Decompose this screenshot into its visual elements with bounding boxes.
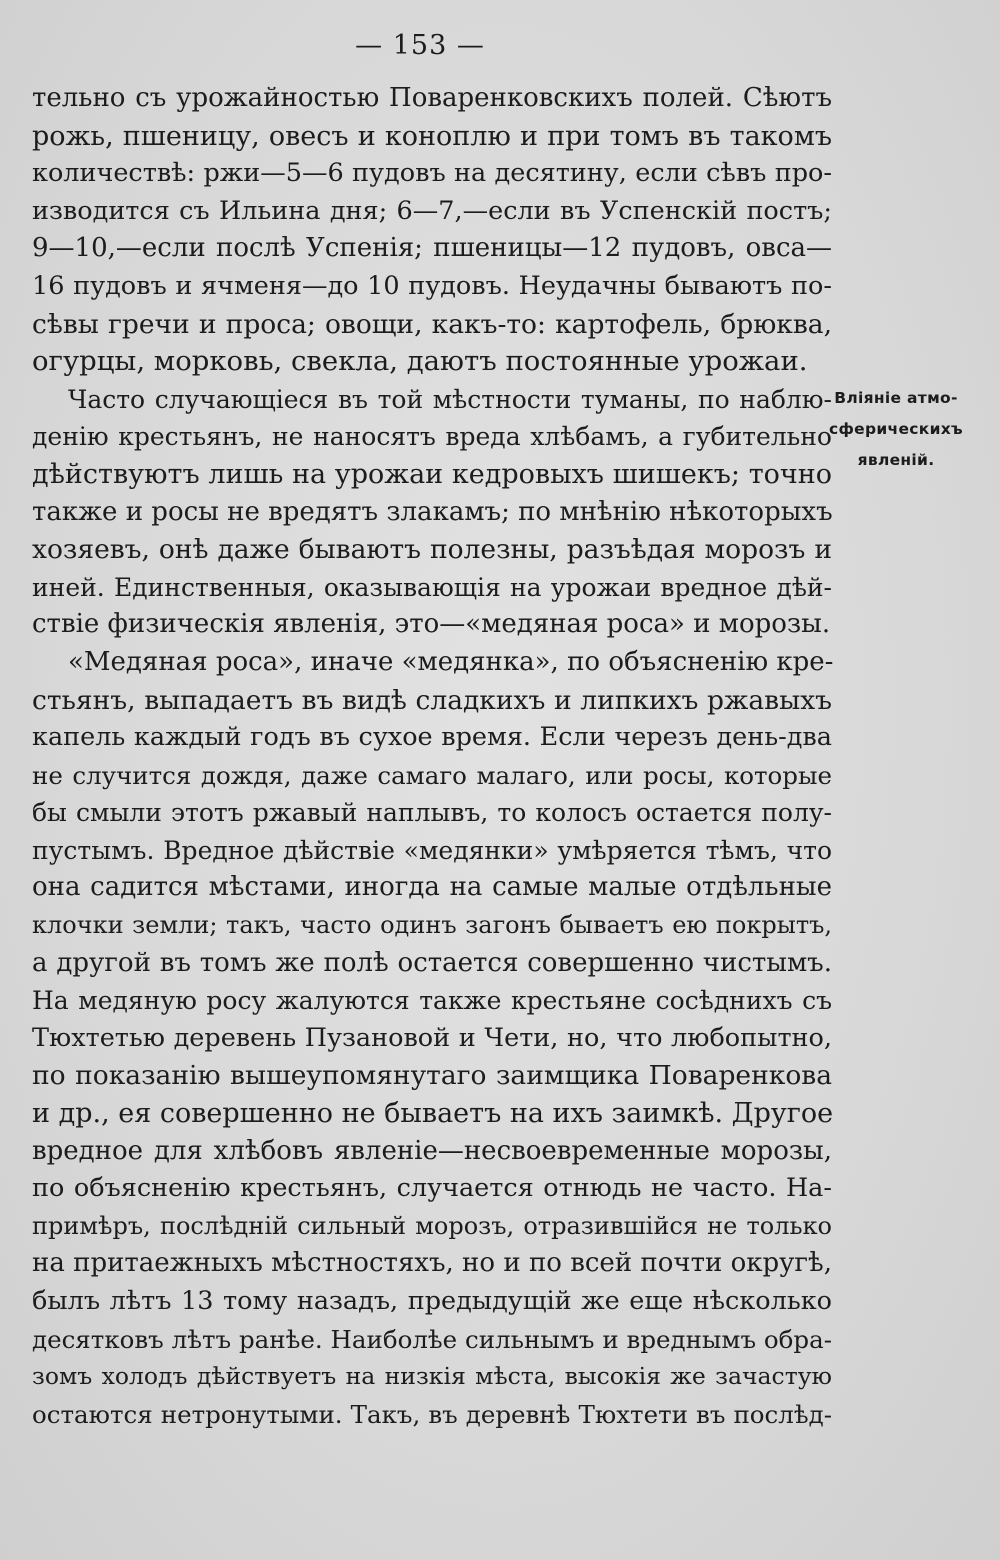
text-line: изводится съ Ильина дня; 6—7,—если въ Успенскій постъ; bbox=[32, 195, 832, 226]
text-line: хозяевъ, онѣ даже бываютъ полезны, разъѣдая морозъ и bbox=[32, 534, 832, 566]
text-line: капель каждый годъ въ сухое время. Если черезъ день-два bbox=[32, 722, 832, 753]
text-line: на притаежныхъ мѣстностяхъ, но и по всей почти округѣ, bbox=[32, 1248, 832, 1279]
text-line: сѣвы гречи и проса; овощи, какъ-то: картофель, брюква, bbox=[32, 308, 832, 340]
text-line: дѣйствуютъ лишь на урожаи кедровыхъ шишекъ; точно bbox=[32, 458, 832, 490]
text-line: «Медяная роса», иначе «медянка», по объясненію кре- bbox=[68, 646, 834, 677]
text-line: не случится дождя, даже самаго малаго, или росы, которые bbox=[32, 760, 832, 790]
text-line: 16 пудовъ и ячменя—до 10 пудовъ. Неудачны бываютъ по- bbox=[32, 270, 832, 301]
text-line: пустымъ. Вредное дѣйствіе «медянки» умѣряется тѣмъ, что bbox=[32, 835, 832, 865]
text-line: примѣръ, послѣдній сильный морозъ, отразившійся не только bbox=[32, 1211, 832, 1240]
text-line: На медяную росу жалуются также крестьяне сосѣднихъ съ bbox=[32, 986, 832, 1016]
text-line: также и росы не вредятъ злакамъ; по мнѣнію нѣкоторыхъ bbox=[32, 496, 833, 527]
body-text bbox=[32, 80, 832, 1433]
text-line: она садится мѣстами, иногда на самые малые отдѣльные bbox=[32, 872, 832, 903]
text-line: десятковъ лѣтъ ранѣе. Наиболѣе сильнымъ и вреднымъ обра- bbox=[32, 1324, 832, 1354]
page-number: — 153 — bbox=[355, 30, 485, 61]
text-line: стьянъ, выпадаетъ въ видѣ сладкихъ и липкихъ ржавыхъ bbox=[32, 684, 832, 716]
text-line: вредное для хлѣбовъ явленіе—несвоевременные морозы, bbox=[32, 1135, 832, 1166]
text-line: огурцы, морковь, свекла, даютъ постоянные урожаи. bbox=[32, 345, 808, 378]
text-line: ствіе физическія явленія, это—«медяная роса» и морозы. bbox=[32, 609, 831, 640]
text-line: Тюхтетью деревень Пузановой и Чети, но, что любопытно, bbox=[32, 1022, 832, 1053]
text-line: количествѣ: ржи—5—6 пудовъ на десятину, если сѣвъ про- bbox=[32, 158, 832, 189]
text-line: остаются нетронутыми. Такъ, въ деревнѣ Тюхтети въ послѣд- bbox=[32, 1399, 832, 1429]
text-line: былъ лѣтъ 13 тому назадъ, предыдущій же еще нѣсколько bbox=[32, 1286, 832, 1316]
margin-note-line: явленій. bbox=[857, 451, 935, 469]
text-line: и др., ея совершенно не бываетъ на ихъ заимкѣ. Другое bbox=[32, 1098, 834, 1130]
text-line: иней. Единственныя, оказывающія на урожаи вредное дѣй- bbox=[32, 572, 832, 602]
text-line: клочки земли; такъ, часто одинъ загонъ бываетъ ею покрытъ, bbox=[32, 911, 832, 940]
text-line: рожь, пшеницу, овесъ и коноплю и при томъ въ такомъ bbox=[32, 120, 832, 152]
text-line: по объясненію крестьянъ, случается отнюдь не часто. На- bbox=[32, 1173, 832, 1204]
margin-note bbox=[829, 383, 963, 476]
text-line: по показанію вышеупомянутаго заимщика Поваренкова bbox=[32, 1060, 832, 1092]
margin-note-line: Вліяніе атмо- bbox=[834, 389, 958, 407]
text-line: Часто случающіеся въ той мѣстности туманы, по наблю- bbox=[68, 384, 832, 414]
text-line: зомъ холодъ дѣйствуетъ на низкія мѣста, высокія же зачастую bbox=[32, 1362, 832, 1391]
text-line: 9—10,—если послѣ Успенія; пшеницы—12 пудовъ, овса— bbox=[32, 233, 832, 264]
text-line: бы смыли этотъ ржавый наплывъ, то колосъ остается полу- bbox=[32, 798, 832, 828]
text-line: денію крестьянъ, не наносятъ вреда хлѣбамъ, а губительно bbox=[32, 422, 832, 452]
margin-note-line: сферическихъ bbox=[829, 420, 964, 438]
text-line: тельно съ урожайностью Поваренковскихъ полей. Сѣютъ bbox=[32, 83, 832, 113]
text-line: а другой въ томъ же полѣ остается совершенно чистымъ. bbox=[32, 947, 832, 978]
